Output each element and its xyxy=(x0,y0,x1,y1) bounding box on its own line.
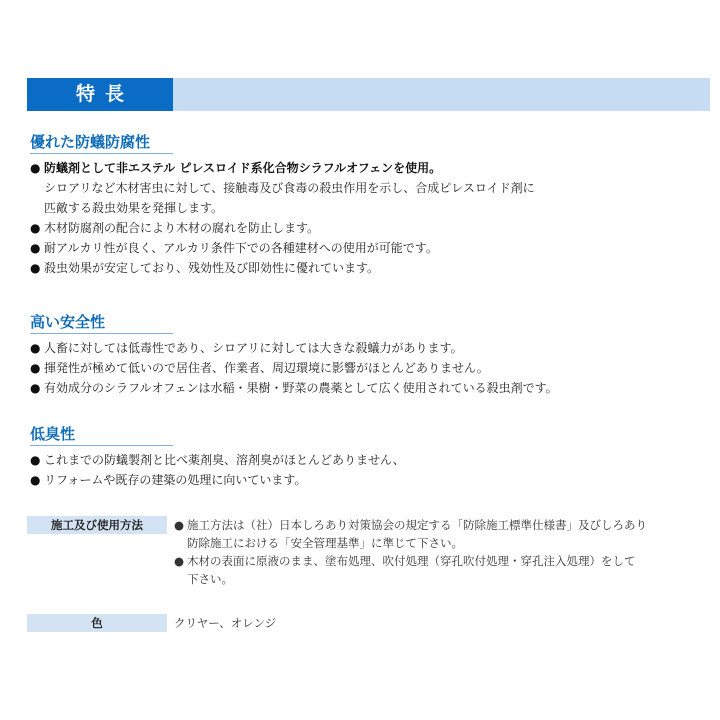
list-item-text: 防蟻剤として非エステル ピレスロイド系化合物シラフルオフェンを使用。 xyxy=(44,161,442,175)
list-item-text: 殺虫効果が安定しており、残効性及び即効性に優れています。 xyxy=(44,261,380,275)
bullet-icon: ● xyxy=(30,261,41,275)
list-item-continuation: 匹敵する殺虫効果を発揮します。 xyxy=(44,201,224,215)
bullet-icon: ● xyxy=(30,381,41,395)
section-title: 優れた防蟻防腐性 xyxy=(30,132,173,154)
section-insect-rot-resistance xyxy=(30,132,710,278)
color-value: クリヤー、オレンジ xyxy=(174,616,277,630)
bullet-icon: ● xyxy=(30,241,41,255)
list-item-text: 有効成分のシラフルオフェンは水稲・果樹・野菜の農薬として広く使用されている殺虫剤です。 xyxy=(44,381,558,395)
list-item-continuation: 下さい。 xyxy=(187,572,233,586)
list-item xyxy=(30,358,710,378)
bullet-icon: ● xyxy=(30,161,41,175)
list-item-continuation: 防除施工における「安全管理基準」に準じて下さい。 xyxy=(187,536,463,550)
feature-header-bar xyxy=(27,78,710,111)
section-items xyxy=(30,450,710,490)
section-items xyxy=(30,158,710,278)
list-item-text: リフォームや既存の建築の処理に向いています。 xyxy=(44,473,307,487)
bullet-icon: ● xyxy=(174,518,185,532)
bullet-icon: ● xyxy=(30,221,41,235)
list-item-text: 木材の表面に原液のまま、塗布処理、吹付処理（穿孔吹付処理・穿孔注入処理）をして xyxy=(187,554,636,568)
section-items xyxy=(30,338,710,398)
list-item xyxy=(30,338,710,358)
list-item xyxy=(30,238,710,258)
list-item xyxy=(30,378,710,398)
list-item-continuation: シロアリなど木材害虫に対して、接触毒及び食毒の殺虫作用を示し、合成ピレスロイド剤に xyxy=(44,181,535,195)
bullet-icon: ● xyxy=(174,554,185,568)
list-item-text: 耐アルカリ性が良く、アルカリ条件下での各種建材への使用が可能です。 xyxy=(44,241,438,255)
bullet-icon: ● xyxy=(30,361,41,375)
color-label: 色 xyxy=(27,614,167,632)
list-item-text: 木材防腐剤の配合により木材の腐れを防止します。 xyxy=(44,221,320,235)
list-item-text: 施工方法は（社）日本しろあり対策協会の規定する「防除施工標準仕様書」及びしろあり xyxy=(187,518,647,532)
list-item-text: 人畜に対しては低毒性であり、シロアリに対しては大きな殺蟻力があります。 xyxy=(44,341,463,355)
list-item xyxy=(30,258,710,278)
list-item xyxy=(174,552,710,588)
bullet-icon: ● xyxy=(30,453,41,467)
feature-header-title: 特長 xyxy=(27,78,173,111)
list-item xyxy=(174,516,710,552)
bullet-icon: ● xyxy=(30,341,41,355)
section-high-safety xyxy=(30,312,710,398)
section-low-odor xyxy=(30,424,710,490)
section-title: 低臭性 xyxy=(30,424,173,446)
list-item-text: これまでの防蟻製剤と比べ薬剤臭、溶剤臭がほとんどありません、 xyxy=(44,453,405,467)
list-item-text: 揮発性が極めて低いので居住者、作業者、周辺環境に影響がほとんどありません。 xyxy=(44,361,489,375)
list-item xyxy=(30,218,710,238)
bullet-icon: ● xyxy=(30,473,41,487)
list-item xyxy=(30,450,710,470)
list-item xyxy=(30,470,710,490)
list-item xyxy=(30,158,710,218)
usage-content xyxy=(174,516,710,588)
usage-label: 施工及び使用方法 xyxy=(27,516,167,534)
section-title: 高い安全性 xyxy=(30,312,173,334)
